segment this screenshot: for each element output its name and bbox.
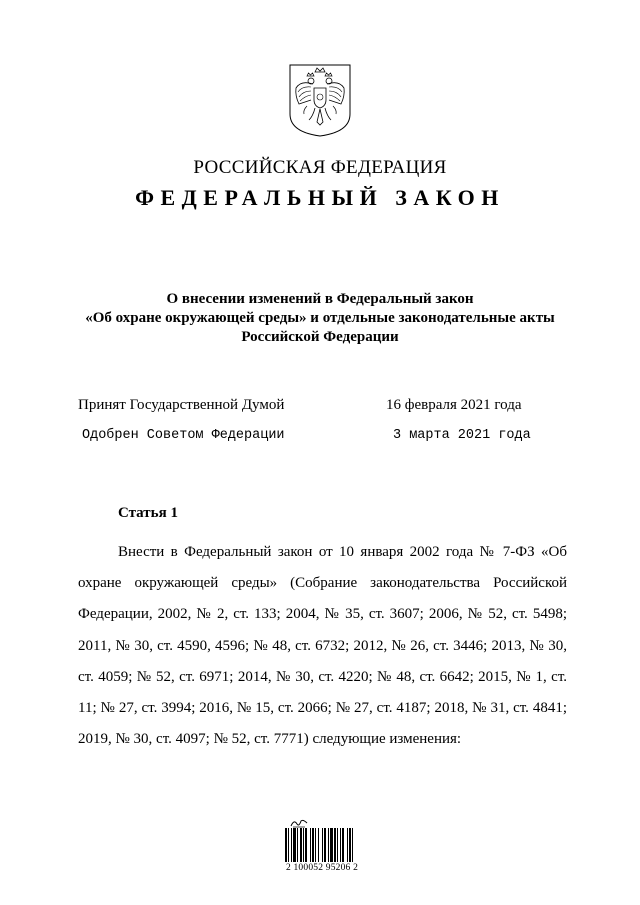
- law-title-line: О внесении изменений в Федеральный закон: [166, 291, 474, 307]
- duma-adoption-label: Принят Государственной Думой: [78, 397, 285, 413]
- council-approval-label: Одобрен Советом Федерации: [82, 428, 285, 443]
- barcode-number: 2 100052 95206 2: [285, 863, 359, 873]
- russian-coat-of-arms-icon: [287, 62, 353, 138]
- article-body: Внести в Федеральный закон от 10 января 2002 года № 7-ФЗ «Об охране окружающей среды» (Собрание законодательства Российской Федерации, 2002, № 2, ст. 133; 2004, № 35, ст. 3607; 2006, № 52, ст. 5498; 2011, № 30, ст. 4590, 4596; № 48, ст. 6732; 2012, № 26, ст. 3446; 2013, № 30, ст. 4059; № 52, ст. 6971; 2014, № 30, ст. 4220; № 48, ст. 6642; 2015, № 1, ст. 11; № 27, ст. 3994; 2016, № 15, ст. 2066; № 27, ст. 4187; 2018, № 31, ст. 4841; 2019, № 30, ст. 4097; № 52, ст. 7771) следующие изменения:: [78, 544, 567, 748]
- barcode-icon: [285, 828, 353, 862]
- article-heading: Статья 1: [118, 505, 178, 521]
- country-name: РОССИЙСКАЯ ФЕДЕРАЦИЯ: [193, 157, 447, 178]
- law-title: [0, 290, 640, 347]
- law-title-line: «Об охране окружающей среды» и отдельные законодательные акты: [85, 310, 555, 326]
- duma-adoption-date: 16 февраля 2021 года: [386, 397, 522, 413]
- document-type: ФЕДЕРАЛЬНЫЙ ЗАКОН: [135, 185, 505, 210]
- handwritten-mark-icon: [290, 818, 308, 828]
- footer-barcode: [262, 818, 382, 898]
- council-approval-date: 3 марта 2021 года: [393, 428, 531, 443]
- law-title-line: Российской Федерации: [241, 329, 399, 345]
